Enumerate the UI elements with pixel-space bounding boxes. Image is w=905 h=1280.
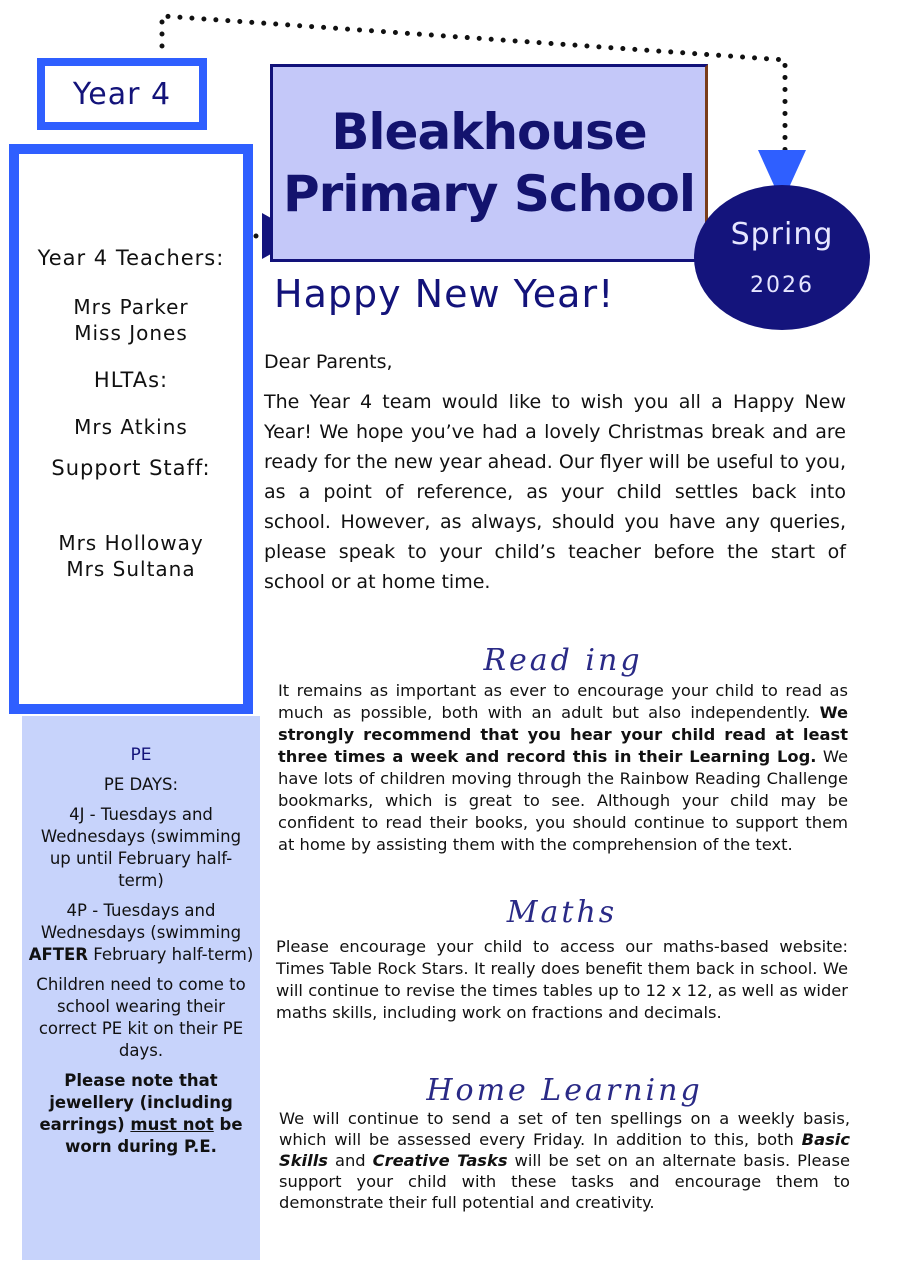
hlta-name: Mrs Atkins bbox=[74, 415, 188, 439]
pe-class-4p bbox=[28, 900, 254, 966]
pe-after-emphasis: AFTER bbox=[28, 945, 89, 964]
basic-skills-emphasis: Basic Skills bbox=[279, 1130, 850, 1170]
teachers-label: Year 4 Teachers: bbox=[37, 246, 225, 270]
reading-text bbox=[278, 680, 848, 856]
creative-tasks-emphasis: Creative Tasks bbox=[372, 1151, 508, 1170]
pe-panel bbox=[22, 716, 260, 1260]
staff-sidebar bbox=[9, 144, 253, 714]
home-learning-text-part: and bbox=[335, 1151, 366, 1170]
pe-class-4j: 4J - Tuesdays and Wednesdays (swimming up until February half-term) bbox=[40, 805, 242, 890]
reading-section bbox=[278, 643, 848, 856]
pe-class-4p-text: February half-term) bbox=[93, 945, 254, 964]
school-title-banner bbox=[270, 64, 708, 262]
pe-jewellery-note bbox=[28, 1070, 254, 1158]
home-learning-text bbox=[279, 1108, 850, 1213]
school-title-line2: Primary School bbox=[282, 165, 696, 223]
teacher-name: Miss Jones bbox=[74, 321, 188, 345]
home-learning-section bbox=[279, 1073, 850, 1213]
home-learning-heading: Home Learning bbox=[426, 1073, 703, 1108]
season-term: Spring bbox=[730, 217, 834, 252]
year-tab bbox=[37, 58, 207, 130]
intro-body: The Year 4 team would like to wish you all a Happy New Year! We hope you’ve had a lovely Christmas break and are ready for the new year ahead. Our flyer will be useful to you, as a point of reference, as your child settles back into school. However, as always, should you have any queries, please speak to your child’s teacher before the start of school or at home time. bbox=[264, 391, 846, 593]
school-title-line1: Bleakhouse bbox=[331, 103, 647, 161]
reading-text-part: We have lots of children moving through the Rainbow Reading Challenge bookmarks, which is great to see. Although your child may be confident to read their books, you should continue to support them at home by assisting them with the comprehension of the text. bbox=[278, 747, 848, 854]
reading-recommendation: We strongly recommend that you hear your child read at least three times a week and record this in their Learning Log. bbox=[278, 703, 848, 766]
pe-must-not-emphasis: must not bbox=[130, 1115, 214, 1134]
reading-heading: Read ing bbox=[483, 643, 643, 678]
maths-section bbox=[276, 895, 848, 1024]
season-year: 2026 bbox=[750, 273, 814, 298]
reading-text-part: It remains as important as ever to encourage your child to read as much as possible, both with an adult but also independently. bbox=[278, 681, 848, 722]
support-staff-name: Mrs Sultana bbox=[66, 557, 196, 581]
intro-letter bbox=[264, 347, 846, 597]
pe-note-text: be worn during P.E. bbox=[65, 1115, 243, 1156]
support-staff-label: Support Staff: bbox=[51, 456, 211, 480]
year-label: Year 4 bbox=[72, 76, 172, 112]
pe-days-label: PE DAYS: bbox=[103, 775, 179, 794]
home-learning-text-part: will be set on an alternate basis. Please support your child with these tasks and encourage them to demonstrate their full potential and creativity. bbox=[279, 1151, 850, 1212]
pe-note-text: Please note that jewellery (including earrings) bbox=[39, 1071, 233, 1134]
pe-heading: PE bbox=[130, 745, 152, 765]
maths-heading: Maths bbox=[506, 895, 618, 930]
support-staff-name: Mrs Holloway bbox=[58, 531, 204, 555]
salutation: Dear Parents, bbox=[264, 351, 393, 373]
home-learning-text-part: We will continue to send a set of ten spellings on a weekly basis, which will be assessed every Friday. In addition to this, both bbox=[279, 1109, 850, 1149]
pe-class-4p-text: 4P - Tuesdays and Wednesdays (swimming bbox=[40, 901, 242, 942]
hltas-label: HLTAs: bbox=[93, 368, 169, 392]
teacher-name: Mrs Parker bbox=[73, 295, 189, 319]
pe-kit-note: Children need to come to school wearing their correct PE kit on their PE days. bbox=[36, 975, 246, 1060]
maths-text: Please encourage your child to access our maths-based website: Times Table Rock Stars. It really does benefit them back in school. We will continue to revise the times tables up to 12 x 12, as well as wider maths skills, including work on fractions and decimals. bbox=[276, 937, 848, 1022]
season-badge bbox=[694, 185, 870, 330]
greeting-heading: Happy New Year! bbox=[274, 272, 615, 316]
